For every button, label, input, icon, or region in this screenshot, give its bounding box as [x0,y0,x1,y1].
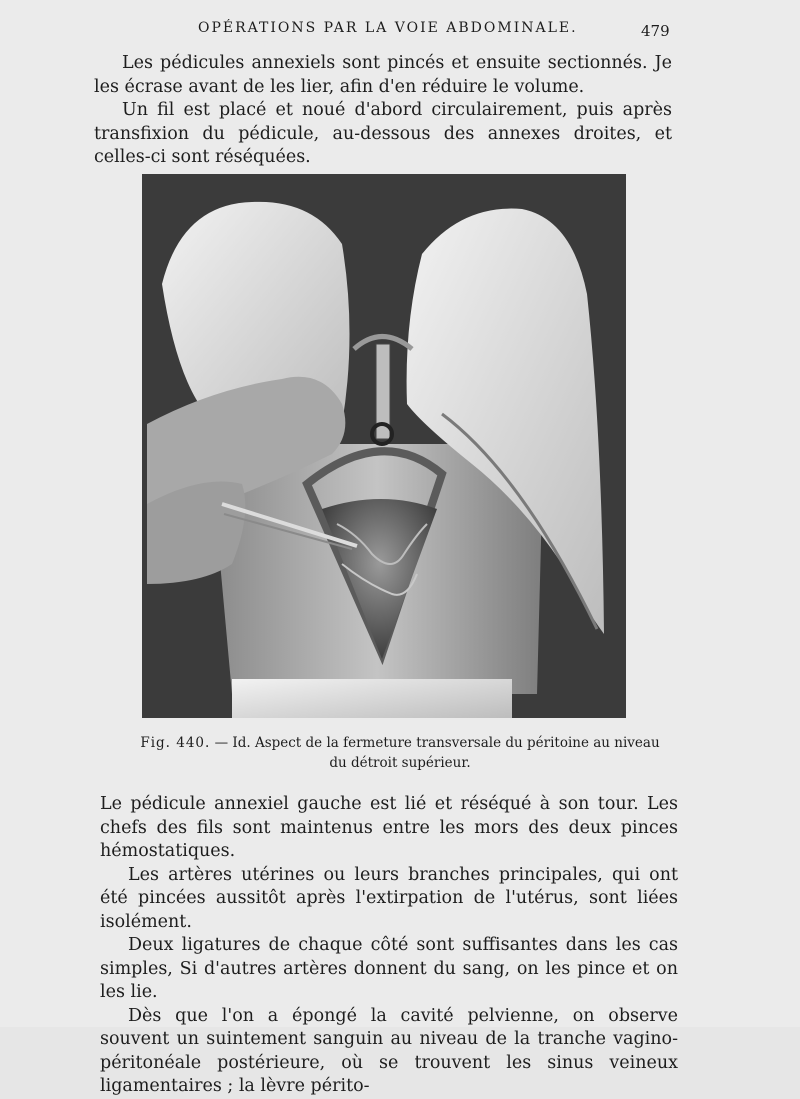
paragraph: Dès que l'on a épongé la cavité pelvienne, on observe souvent un suintement sanguin au niveau de la tranche vagino-péritonéale postérieure, où se trouvent les sinus veineux ligamentaires ; la lèvre périto- [100,1005,678,1096]
bottom-text-block [100,793,678,1099]
paragraph: Les artères utérines ou leurs branches principales, qui ont été pincées aussitôt après l'extirpation de l'utérus, sont liées isolément. [100,864,678,932]
figure-caption [140,733,660,773]
paragraph: Deux ligatures de chaque côté sont suffisantes dans les cas simples, Si d'autres artères donnent du sang, on les pince et on les lie. [100,935,678,1002]
figure-caption-text: — Id. Aspect de la fermeture transversale du péritoine au niveau du détroit supérieur. [214,735,660,771]
running-head [0,20,800,44]
surgical-illustration [142,174,626,718]
running-head-title: OPÉRATIONS PAR LA VOIE ABDOMINALE. [198,20,578,36]
paragraph: Un fil est placé et noué d'abord circulairement, puis après transfixion du pédicule, au-dessous des annexes droites, et celles-ci sont réséquées. [94,100,672,167]
top-text-block [94,52,672,170]
illustration-drawing [142,174,626,718]
figure-label: Fig. 440. [140,735,211,751]
paragraph: Les pédicules annexiels sont pincés et ensuite sectionnés. Je les écrase avant de les lier, afin d'en réduire le volume. [94,53,672,97]
paragraph: Le pédicule annexiel gauche est lié et réséqué à son tour. Les chefs des fils sont maintenus entre les mors des deux pinces hémostatiques. [100,794,678,861]
page-number: 479 [641,22,670,40]
